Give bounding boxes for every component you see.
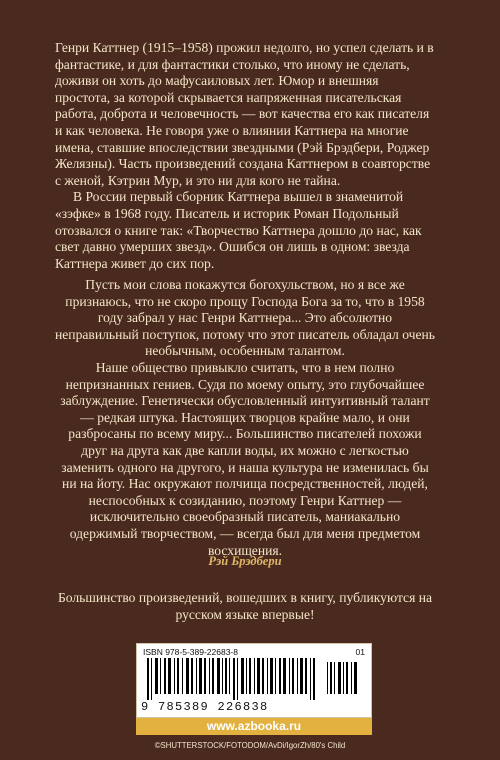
quote-paragraph-1: Пусть мои слова покажутся богохульством, но я все же признаюсь, что не скоро прощу Господа Бога за то, что в 1958 году забрал у нас Генри Каттнера... Это абсолютно неправильный поступок, потому что этот писатель обладал очень необычным, особенным талантом.	[55, 277, 436, 359]
intro-paragraph-2: В России первый сборник Каттнера вышел в знаменитой «зэфке» в 1968 году. Писатель и историк Роман Подольный отозвался о книге так: «Творчество Каттнера дошло до нас, как свет давно умерших звезд». Ошибся он лишь в одном: звезда Каттнера живет до сих пор.	[55, 189, 422, 271]
intro-text	[55, 40, 435, 272]
quote-author: Рэй Брэдбери	[208, 554, 282, 568]
translation-note: Большинство произведений, вошедших в книгу, публикуются на русском языке впервые!	[57, 590, 433, 622]
image-credits: ©SHUTTERSTOCK/FOTODOM/AvDi/IgorZh/80's Child	[154, 741, 346, 750]
publisher-site-link[interactable]: www.azbooka.ru	[136, 718, 372, 735]
barcode-panel	[136, 643, 372, 718]
barcode-icon	[141, 658, 367, 700]
intro-paragraph-1: Генри Каттнер (1915–1958) прожил недолго, но успел сделать и в фантастике, и для фантастики столько, что иному не сделать, доживи он хоть до мафусаиловых лет. Юмор и внешняя простота, за которой скрывается напряженная писательская работа, доброта и человечность — вот качества его как писателя и как человека. Не говоря уже о влиянии Каттнера на многие имена, ставшие впоследствии звездными (Рэй Брэдбери, Роджер Желязны). Часть произведений создана Каттнером в соавторстве с женой, Кэтрин Мур, и это ни для кого не тайна.	[55, 40, 434, 188]
bradbury-quote	[55, 277, 435, 559]
barcode-digits: 9 785389 226838	[141, 700, 269, 714]
quote-paragraph-2: Наше общество привыкло считать, что в нем полно непризнанных гениев. Судя по моему опыту, это глубочайшее заблуждение. Генетически обусловленный интуитивный талант — редкая штука. Настоящих творцов крайне мало, и они разбросаны по всему миру... Большинство писателей похожи друг на друга как две капли воды, их можно с легкостью заменить одного на другого, и наша культура не изменилась бы ни на йоту. Нас окружают полчища посредственностей, людей, неспособных к созиданию, поэтому Генри Каттнер — исключительно своеобразный писатель, маниакально одержимый творчеством, — всегда был для меня предметом восхищения.	[60, 359, 430, 558]
isbn-number: ISBN 978-5-389-22683-8	[143, 647, 238, 657]
barcode-addon-code: 01	[355, 647, 365, 657]
isbn-line	[143, 647, 365, 657]
